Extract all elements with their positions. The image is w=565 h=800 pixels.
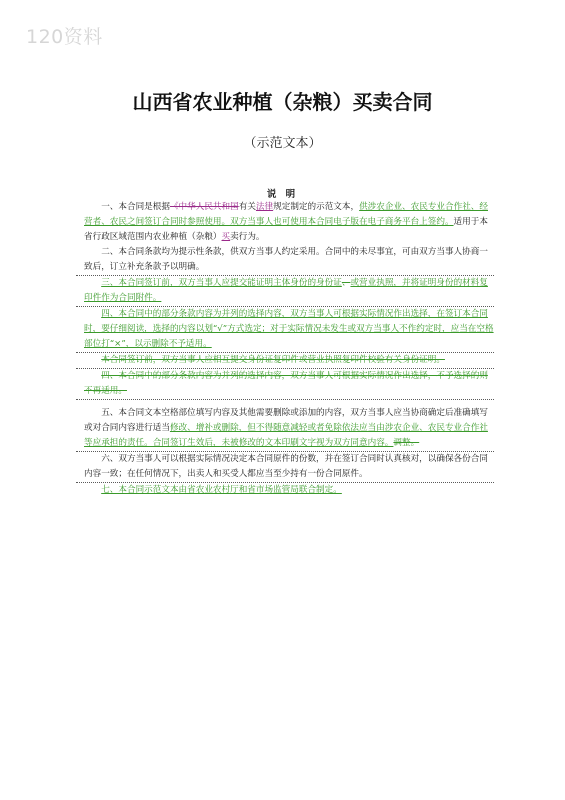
paragraph-8: 六、双方当事人可以根据实际情况决定本合同原件的份数，并在签订合同时认真核对，以确保各份合同内容一致；在任何情况下，出卖人和买受人都应当至少持有一份合同原件。 (84, 454, 488, 479)
p1-text: 卖行为。 (230, 232, 265, 242)
paragraph-4: 四、本合同中的部分条款内容为并列的选择内容，双方当事人可根据实际情况作出选择，在签订本合同时，要仔细阅读，选择的内容以划“√”方式选定；对于实际情况未发生或双方当事人不作约定时，应当在空格部位打“×”，以示删除不予适用。 (84, 309, 494, 349)
paragraph-9: 七、本合同示范文本由省农业农村厅和省市场监管局联合制定。 (101, 485, 342, 495)
watermark: 120资料 (26, 26, 103, 48)
paragraph-2: 二、本合同条款均为提示性条款，供双方当事人约定采用。合同中的未尽事宜，可由双方当事人协商一致后，订立补充条款予以明确。 (84, 247, 488, 272)
document-body (84, 200, 494, 498)
paragraph-3 (84, 276, 494, 306)
paragraph-7 (84, 406, 494, 451)
p7-text: 五、本合同文本空格部位填写内容及其他需要删除或添加的内容，双方当事人应当协商确定后准确填写或对合同内容进行适当 (84, 408, 488, 433)
section-heading: 说 明 (266, 189, 299, 200)
p3-inserted-text: 或营业执照，并将证明身份的材料复印件作为合同附件。 (84, 278, 488, 303)
p1-text: 一、本合同是根据 (101, 202, 170, 212)
document-title: 山西省农业种植（杂粮）买卖合同 (132, 90, 433, 114)
p1-deleted-text: 《中华人民共和国 (169, 202, 239, 212)
p1-inserted-text: 买 (221, 232, 231, 242)
p1-inserted-text: 供涉农企业、农民专业合作社、经营者、农民之间签订合同时参照使用。双方当事人也可使用本合同电子版在电子商务平台上签约。 (84, 202, 488, 227)
p7-inserted-text: 修改、增补或删除，但不得随意减轻或者免除依法应当由涉农企业、农民专业合作社等应承担的责任。合同签订生效后，未被修改的文本印刷文字视为双方同意内容。 (84, 423, 488, 448)
revision-divider (76, 399, 494, 400)
paragraph-6-deleted: 四、本合同中的部分条款内容为并列的选择内容，双方当事人可根据实际情况作出选择，不予选择的则不再适用。 (84, 371, 488, 396)
p1-text: 适用于本省行政区域范围内农业种植（杂粮） (84, 217, 488, 242)
p3-deleted-text: 、 (341, 278, 351, 288)
paragraph-5-deleted: 本合同签订前，双方当事人应相互提交身份证复印件或营业执照复印件校验有关身份证明。 (101, 355, 445, 365)
document-subtitle: （示范文本） (243, 136, 322, 151)
p3-inserted-text: 三、本合同签订前，双方当事人应提交能证明主体身份的身份证 (101, 278, 342, 288)
p1-inserted-text: 法律 (255, 202, 274, 212)
paragraph-1 (84, 200, 494, 245)
p1-text: 规定制定的示范文本， (273, 202, 360, 212)
p1-text: 有关 (238, 202, 256, 212)
p7-deleted-text: 调整。 (393, 438, 420, 448)
